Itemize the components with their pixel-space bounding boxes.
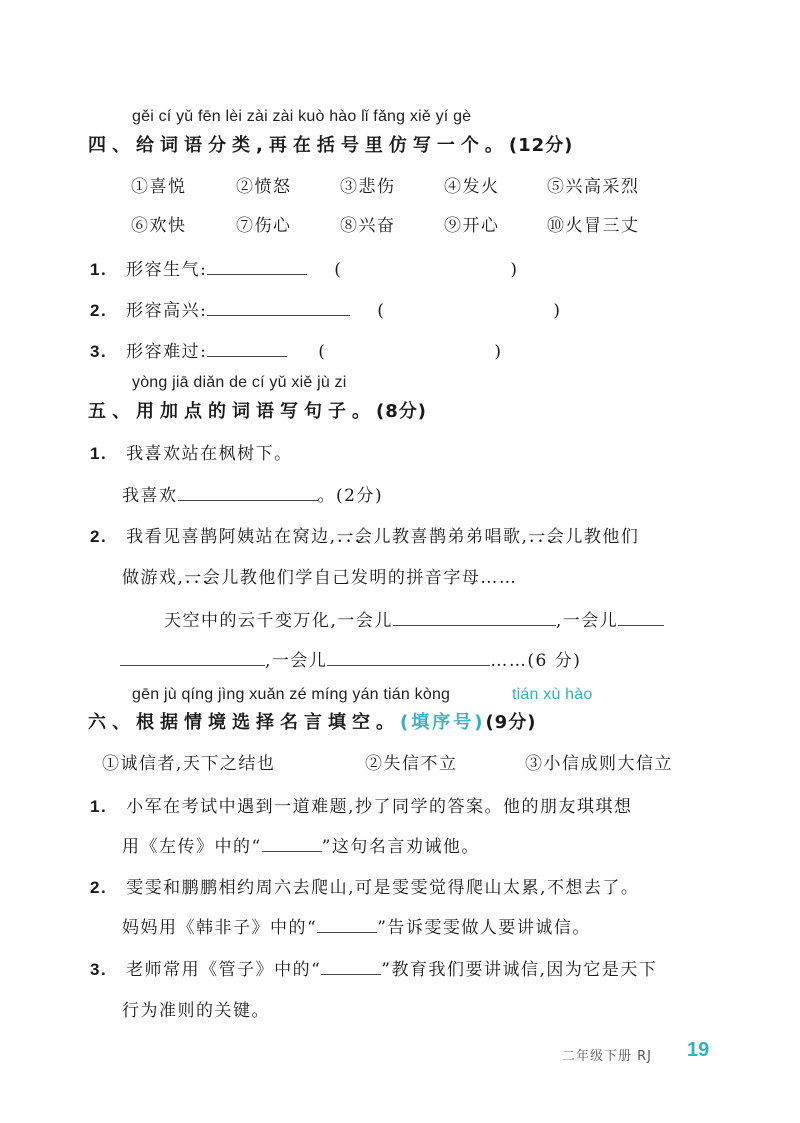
item-number: 2. (90, 527, 108, 546)
close-paren: ) (510, 260, 519, 280)
word-option: ①喜悦 (131, 177, 187, 197)
answer-blank[interactable] (262, 833, 322, 852)
sentence-q2-prompt-cont (120, 646, 581, 671)
word-option: ③悲伤 (340, 177, 396, 197)
prompt-text: ,一会儿 (265, 651, 328, 671)
answer-blank[interactable] (618, 607, 664, 626)
quote-option: ①诚信者,天下之结也 (102, 754, 276, 774)
section6-pinyin: gēn jù qíng jìng xuǎn zé míng yán tián kòng (132, 686, 451, 703)
footer-grade-label: 二年级下册 RJ (562, 1049, 652, 1064)
q2-text: 教他们学自己发明的拼音字母…… (239, 568, 518, 588)
q-text: 老师常用《管子》中的“ (126, 960, 322, 980)
quote-option: ③小信成则大信立 (525, 754, 673, 774)
item-number: 1. (90, 444, 108, 463)
section5-score: (8分) (376, 401, 427, 422)
item-number: 2. (90, 878, 108, 897)
dotted-word: 喜欢 • • (145, 439, 182, 464)
q-text: ”教育我们要讲诚信,因为它是天下 (381, 960, 658, 980)
word-option: ⑨开心 (444, 216, 500, 236)
answer-blank[interactable] (207, 256, 307, 275)
q-text: 雯雯和鹏鹏相约周六去爬山,可是雯雯觉得爬山太累,不想去了。 (126, 878, 640, 898)
q2-text: 做游戏, (122, 568, 185, 588)
answer-blank[interactable] (207, 338, 287, 357)
word-option: ⑦伤心 (236, 216, 292, 236)
answer-suffix: 。(2分) (317, 486, 384, 506)
q2-text: 我看见喜鹊阿姨站在窝边, (126, 527, 337, 547)
prompt-end: ……(6 分) (490, 651, 582, 671)
dotted-word: 一会儿 • • • (184, 563, 240, 588)
quote-q1-line2 (122, 832, 480, 857)
item-label: 形容高兴: (126, 301, 208, 321)
quote-q3-line2 (122, 996, 270, 1021)
item-number: 3. (90, 342, 108, 361)
sentence-q2-line2 (122, 563, 517, 588)
section4-score: (12分) (508, 135, 574, 156)
classify-item-2 (90, 296, 562, 321)
sentence-q2-prompt (164, 606, 664, 631)
answer-blank[interactable] (178, 482, 318, 501)
dotted-word: 一会儿 • • • (528, 522, 584, 547)
page-number: 19 (687, 1039, 710, 1061)
quote-q2-line2 (122, 913, 591, 938)
open-paren: ( (377, 301, 386, 321)
q-text: 行为准则的关键。 (122, 1001, 270, 1021)
item-number: 1. (90, 797, 108, 816)
word-option: ⑥欢快 (131, 216, 187, 236)
answer-blank[interactable] (317, 914, 377, 933)
item-label: 形容难过: (126, 342, 208, 362)
word-option: ②愤怒 (236, 177, 292, 197)
q-text: 妈妈用《韩非子》中的“ (122, 918, 318, 938)
section4-title (88, 131, 573, 157)
prompt-text: ,一会儿 (555, 611, 619, 631)
open-paren: ( (318, 342, 327, 362)
dotted-word: 一会儿 • • • (337, 522, 393, 547)
answer-prefix: 我喜欢 (122, 486, 178, 506)
section6-title-text: 六、根据情境选择名言填空。 (88, 712, 400, 733)
word-option: ④发火 (444, 177, 500, 197)
section6-score: (9分) (485, 712, 537, 733)
item-number: 3. (90, 960, 108, 979)
answer-blank[interactable] (207, 297, 350, 316)
word-option: ⑤兴高采烈 (547, 177, 640, 197)
section4-pinyin: gěi cí yǔ fēn lèi zài zài kuò hào lǐ fǎng xiě yí gè (132, 108, 472, 125)
close-paren: ) (494, 342, 503, 362)
sentence-q2-line1 (90, 522, 639, 547)
q2-text: 教喜鹊弟弟唱歌, (392, 527, 529, 547)
close-paren: ) (553, 301, 562, 321)
word-option: ⑩火冒三丈 (547, 216, 640, 236)
quote-option: ②失信不立 (365, 754, 458, 774)
q2-text: 教他们 (583, 527, 640, 547)
section6-pinyin-teal: tián xù hào (512, 686, 593, 703)
answer-blank[interactable] (120, 647, 265, 666)
section6-title-teal: (填序号) (400, 712, 486, 733)
word-option: ⑧兴奋 (340, 216, 396, 236)
answer-blank[interactable] (327, 647, 490, 666)
answer-blank[interactable] (393, 607, 556, 626)
sentence-q1-answer (122, 481, 383, 506)
q1-pre: 我 (126, 444, 145, 464)
section5-pinyin: yòng jiā diǎn de cí yǔ xiě jù zi (132, 374, 347, 391)
q-text: 用《左传》中的“ (122, 837, 262, 857)
answer-blank[interactable] (321, 956, 381, 975)
open-paren: ( (334, 260, 343, 280)
quote-q1-line1 (90, 792, 633, 817)
prompt-text: 天空中的云千变万化,一会儿 (164, 611, 393, 631)
q-text: ”告诉雯雯做人要讲诚信。 (377, 918, 591, 938)
q-text: 小军在考试中遇到一道难题,抄了同学的答案。他的朋友琪琪想 (126, 797, 633, 817)
q1-post: 站在枫树下。 (181, 444, 293, 464)
item-number: 1. (90, 260, 108, 279)
section4-title-text: 四、给词语分类,再在括号里仿写一个。 (88, 135, 509, 156)
section6-title (88, 708, 536, 734)
sentence-q1 (90, 439, 293, 464)
classify-item-3 (90, 337, 503, 362)
section5-title-text: 五、用加点的词语写句子。 (88, 401, 376, 422)
quote-q3-line1 (90, 955, 657, 980)
section5-title (88, 397, 427, 423)
quote-q2-line1 (90, 873, 639, 898)
classify-item-1 (90, 255, 519, 280)
item-label: 形容生气: (126, 260, 208, 280)
q-text: ”这句名言劝诫他。 (321, 837, 480, 857)
item-number: 2. (90, 301, 108, 320)
